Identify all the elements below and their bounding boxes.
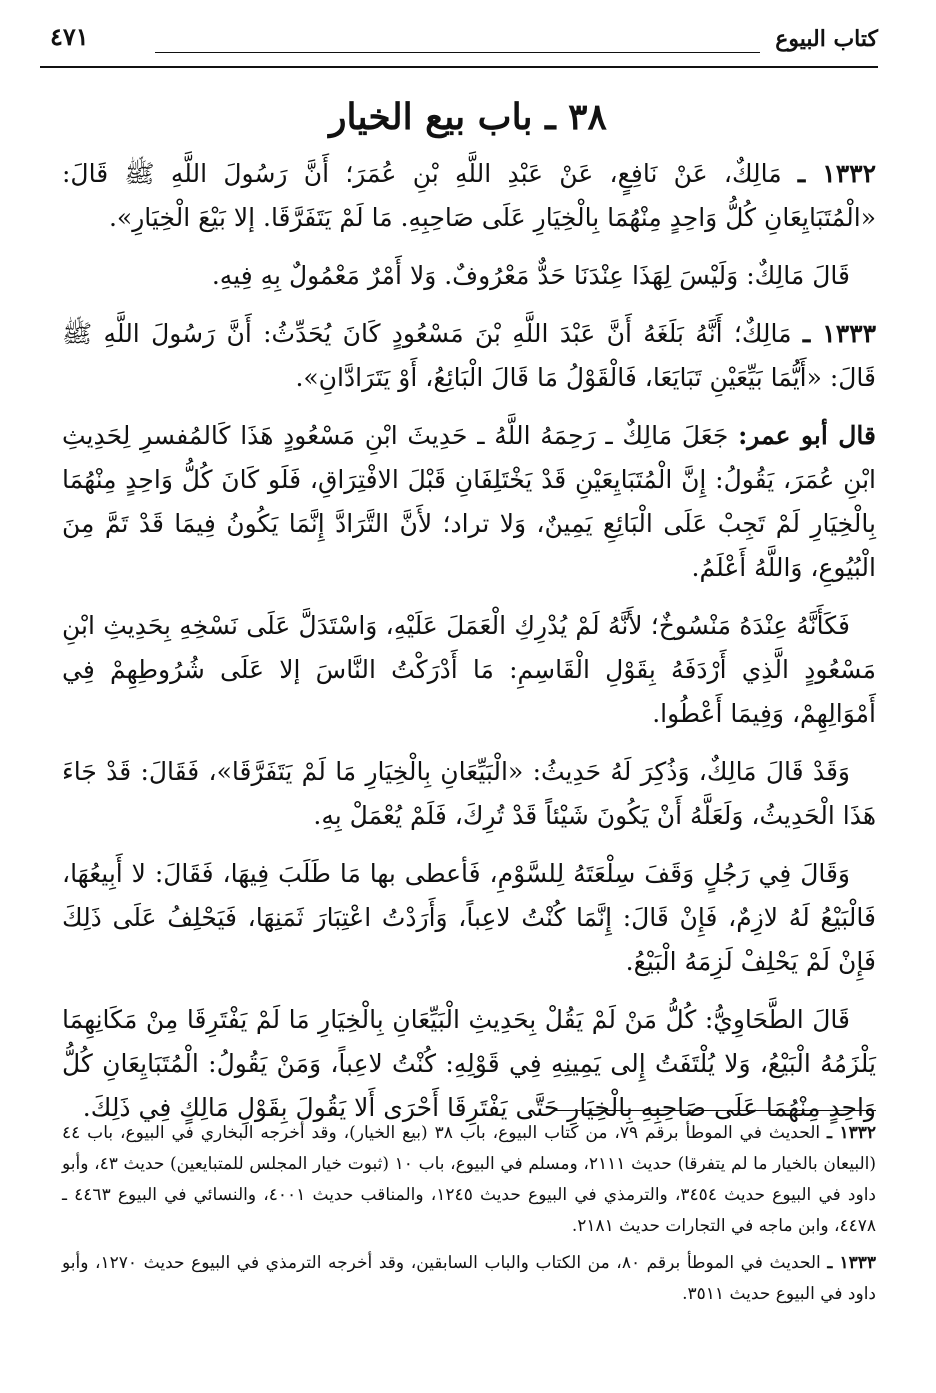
footnote-number: ١٣٣٣ ـ — [827, 1253, 876, 1273]
hadith-1333 — [62, 312, 876, 400]
hadith-number: ١٣٣٢ ـ — [797, 159, 876, 188]
footnote-number: ١٣٣٢ ـ — [827, 1123, 876, 1143]
footnote-text: الحديث في الموطأ برقم ٧٩، من كتاب البيوع، باب ٣٨ (بيع الخيار)، وقد أخرجه البخاري في البيوع، باب ٤٤ (البيعان بالخيار ما لم يتفرقا) حديث ٢١١١، ومسلم في البيوع، باب ١٠ (ثبوت خيار المجلس للمتبايعين) حديث ٤٣، وأبو داود في البيوع حديث ٣٤٥٤، والترمذي في البيوع حديث ١٢٤٥، والمناقب حديث ٤٠٠١، والنسائي في البيوع ٤٤٦٣ ـ ٤٤٧٨، وابن ماجه في التجارات حديث ٢١٨١. — [62, 1123, 876, 1236]
running-header — [40, 12, 878, 68]
footnote-text: الحديث في الموطأ برقم ٨٠، من الكتاب والباب السابقين، وقد أخرجه الترمذي في البيوع حديث ١٢٧٠، وأبو داود في البيوع حديث ٣٥١١. — [62, 1253, 876, 1304]
page-number: ٤٧١ — [50, 22, 89, 51]
hadith-mention-paragraph: وَقَدْ قَالَ مَالِكٌ، وَذُكِرَ لَهُ حَدِيثُ: «الْبَيِّعَانِ بِالْخِيَارِ مَا لَمْ يَتَفَرَّقَا»، فَقَالَ: قَدْ جَاءَ هَذَا الْحَدِيثُ، وَلَعَلَّهُ أَنْ يَكُونَ شَيْئاً قَدْ تُرِكَ، فَلَمْ يُعْمَلْ بِهِ. — [62, 757, 876, 830]
main-text — [62, 152, 876, 1144]
abu-umar-text: جَعَلَ مَالِكٌ ـ رَحِمَهُ اللَّهُ ـ حَدِيثَ ابْنِ مَسْعُودٍ هَذَا كَالمُفسرِ لِحَدِيثِ ابْنِ عُمَرَ، يَقُولُ: إِنَّ الْمُتَبَايِعَيْنِ قَدْ يَخْتَلِفَانِ قَبْلَ الافْتِرَاقِ، فَلَو كَانَ كُلُّ وَاحِدٍ مِنْهُمَا بِالْخِيَارِ لَمْ تَجِبْ عَلَى الْبَائِعِ يَمِينٌ، وَلا تراد؛ لأَنَّ التَّرَادَّ إِنَّمَا يَكُونُ فِيمَا قَدْ تَمَّ مِنَ الْبُيُوعِ، وَاللَّهُ أَعْلَمُ. — [62, 421, 877, 582]
rajul-paragraph: وَقَالَ فِي رَجُلٍ وَقَفَ سِلْعَتَهُ لِلسَّوْمِ، فَأعطى بها مَا طَلَبَ فِيهَا، فَقَالَ: لا أَبِيعُهَا، فَالْبَيْعُ لَهُ لازِمٌ، فَإِنْ قَالَ: إِنَّمَا كُنْتُ لاعِباً، وَأَرَدْتُ اعْتِبَارَ ثَمَنِهَا، فَيَحْلِفُ عَلَى ذَلِكَ فَإِنْ لَمْ يَحْلِفْ لَزِمَهُ الْبَيْعُ. — [62, 859, 876, 976]
malik-comment: قَالَ مَالِكٌ: وَلَيْسَ لِهَذَا عِنْدَنَا حَدٌّ مَعْرُوفٌ. وَلا أَمْرٌ مَعْمُولٌ بِهِ فِيهِ. — [211, 261, 850, 290]
footnote-1332 — [62, 1118, 876, 1242]
book-title: كتاب البيوع — [775, 26, 878, 52]
footnote-1333 — [62, 1248, 876, 1310]
header-rule — [155, 52, 760, 53]
hadith-1332 — [62, 152, 876, 240]
tahawi-paragraph: قَالَ الطَّحَاوِيُّ: كُلُّ مَنْ لَمْ يَقُلْ بِحَدِيثِ الْبَيِّعَانِ بِالْخِيَارِ مَا لَمْ يَفْتَرِقَا مِنْ مَكَانِهِمَا يَلْزَمُهُ الْبَيْعُ، وَلا يُلْتَفَتُ إِلى يَمِينِهِ فِي قَوْلِهِ: كُنْتُ لاعِباً، وَمَنْ يَقُولُ: الْمُتَبَايِعَانِ كُلُّ وَاحِدٍ مِنْهُمَا عَلَى صَاحِبِهِ بِالْخِيَارِ حَتَّى يَفْتَرِقَا أَحْرَى أَلا يَقُولَ بِقَوْلِ مَالِكٍ فِي ذَلِكَ. — [62, 1005, 876, 1122]
hadith-text: مَالِكٌ، عَنْ نَافِعٍ، عَنْ عَبْدِ اللَّهِ بْنِ عُمَرَ؛ أَنَّ رَسُولَ اللَّهِ ﷺ قَالَ: «الْمُتَبَايِعَانِ كُلُّ وَاحِدٍ مِنْهُمَا بِالْخِيَارِ عَلَى صَاحِبِهِ. مَا لَمْ يَتَفَرَّقَا. إلا بَيْعَ الْخِيَارِ». — [62, 159, 876, 232]
naskh-paragraph: فَكَأَنَّهُ عِنْدَهُ مَنْسُوخٌ؛ لأَنَّهُ لَمْ يُدْرِكِ الْعَمَلَ عَلَيْهِ، وَاسْتَدَلَّ عَلَى نَسْخِهِ بِحَدِيثِ ابْنِ مَسْعُودٍ الَّذِي أَرْدَفَهُ بِقَوْلِ الْقَاسِمِ: مَا أَدْرَكْتُ النَّاسَ إلا عَلَى شُرُوطِهِمْ فِي أَمْوَالِهِمْ، وَفِيمَا أَعْطُوا. — [62, 611, 876, 728]
abu-umar-paragraph — [62, 414, 876, 590]
hadith-text: مَالِكٌ؛ أَنَّهُ بَلَغَهُ أَنَّ عَبْدَ اللَّهِ بْنَ مَسْعُودٍ كَانَ يُحَدِّثُ: أَنَّ رَسُولَ اللَّهِ ﷺ قَالَ: «أَيُّمَا بَيِّعَيْنِ تَبَايَعَا، فَالْقَوْلُ مَا قَالَ الْبَائِعُ، أَوْ يَتَرَادَّانِ». — [62, 319, 876, 392]
footnotes — [62, 1118, 876, 1316]
hadith-number: ١٣٣٣ ـ — [802, 319, 877, 348]
chapter-heading: ٣٨ ـ باب بيع الخيار — [329, 96, 607, 138]
abu-umar-label: قال أبو عمر: — [738, 421, 876, 450]
footnote-separator — [556, 1110, 876, 1111]
